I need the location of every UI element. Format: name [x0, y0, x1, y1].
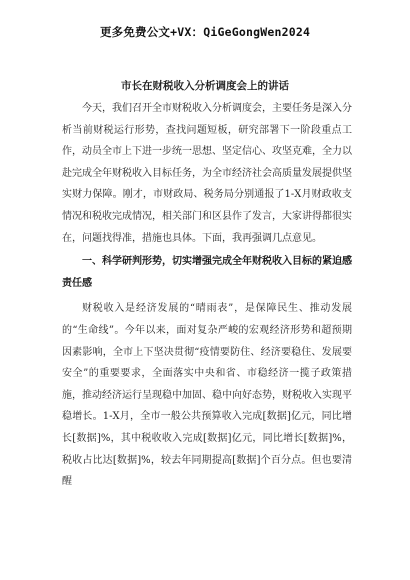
promo-banner: 更多免费公文+VX：QiGeGongWen2024: [99, 25, 311, 39]
section-heading-1: 一、科学研判形势，切实增强完成全年财税收入目标的紧迫感责任感: [62, 256, 352, 289]
intro-paragraph: 今天，我们召开全市财税收入分析调度会，主要任务是深入分析当前财税运行形势，查找问题短板，研究部署下一阶段重点工作，动员全市上下进一步统一思想、坚定信心、攻坚克难，全力以赴完成全年财税收入目标任务，为全市经济社会高质量发展提供坚实财力保障。刚才，市财政局、税务局分别通报了1-X月财政收支情况和税收完成情况，相关部门和区县作了发言，大家讲得都很实在，问题找得准，措施也具体。下面，我再强调几点意见。: [62, 103, 352, 244]
section-1-paragraph: 财税收入是经济发展的“晴雨表”，是保障民生、推动发展的“生命线”。今年以来，面对复杂严峻的宏观经济形势和超预期因素影响，全市上下坚决贯彻“疫情要防住、经济要稳住、发展要安全”的重要要求，全面落实中央和省、市稳经济一揽子政策措施，推动经济运行呈现稳中加固、稳中向好态势，财税收入实现平稳增长。1-X月，全市一般公共预算收入完成[数据]亿元，同比增长[数据]%，其中税收收入完成[数据]亿元，同比增长[数据]%，税收占比达[数据]%，较去年同期提高[数据]个百分点。但也要清醒: [62, 303, 352, 488]
document-title: 市长在财税收入分析调度会上的讲话: [121, 80, 289, 92]
document-body: [62, 98, 352, 493]
